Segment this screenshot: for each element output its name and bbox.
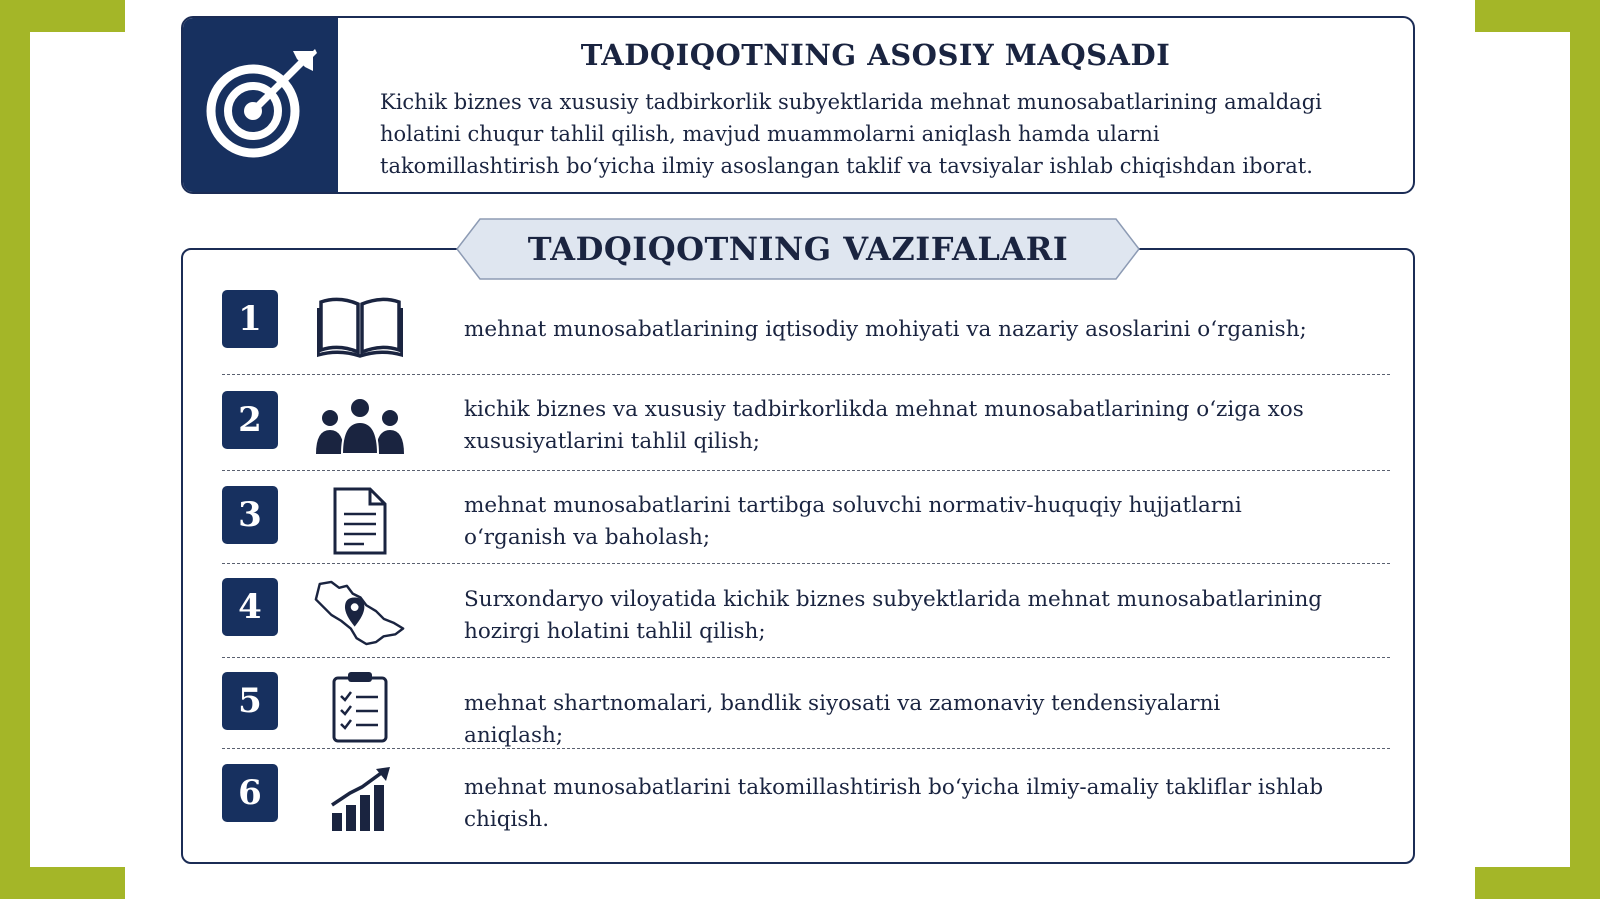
task-text: mehnat munosabatlarini tartibga soluvchi normativ-huquqiy hujjatlarni o‘rganish va baholash; bbox=[464, 493, 1242, 550]
task-number-badge: 2 bbox=[222, 391, 278, 449]
tasks-title: TADQIQOTNING VAZIFALARI bbox=[527, 230, 1069, 268]
divider bbox=[222, 657, 1390, 658]
frame-corner bbox=[0, 867, 125, 899]
divider bbox=[222, 374, 1390, 375]
document-icon bbox=[312, 480, 407, 562]
divider bbox=[222, 748, 1390, 749]
task-item bbox=[222, 666, 1390, 750]
task-item bbox=[222, 385, 1390, 469]
task-item bbox=[222, 574, 1390, 658]
task-text: kichik biznes va xususiy tadbirkorlikda mehnat munosabatlarining o‘ziga xos xususiyatlarini tahlil qilish; bbox=[464, 397, 1304, 454]
divider bbox=[222, 470, 1390, 471]
task-number-badge: 1 bbox=[222, 290, 278, 348]
growth-chart-icon bbox=[312, 758, 407, 840]
divider bbox=[222, 563, 1390, 564]
tasks-banner bbox=[456, 218, 1140, 280]
task-number-badge: 6 bbox=[222, 764, 278, 822]
task-text: mehnat munosabatlarini takomillashtirish bo‘yicha ilmiy-amaliy takliflar ishlab chiqish. bbox=[464, 775, 1324, 832]
goal-card bbox=[181, 16, 1415, 194]
book-icon bbox=[312, 284, 407, 366]
frame-left-bar bbox=[0, 32, 30, 867]
checklist-icon bbox=[312, 666, 407, 748]
frame-corner bbox=[1475, 867, 1600, 899]
frame-right-bar bbox=[1570, 32, 1600, 867]
task-text: Surxondaryo viloyatida kichik biznes subyektlarida mehnat munosabatlarining hozirgi holatini tahlil qilish; bbox=[464, 587, 1323, 644]
task-number-badge: 4 bbox=[222, 578, 278, 636]
goal-title: TADQIQOTNING ASOSIY MAQSADI bbox=[580, 38, 1171, 72]
task-number-badge: 3 bbox=[222, 486, 278, 544]
map-pin-icon bbox=[312, 572, 407, 654]
frame-corner bbox=[0, 0, 125, 32]
task-text: mehnat shartnomalari, bandlik siyosati va zamonaviy tendensiyalarni aniqlash; bbox=[464, 691, 1221, 748]
task-item bbox=[222, 288, 1390, 368]
task-item bbox=[222, 480, 1390, 564]
task-text: mehnat munosabatlarining iqtisodiy mohiyati va nazariy asoslarini o‘rganish; bbox=[464, 317, 1307, 342]
frame-corner bbox=[1475, 0, 1600, 32]
goal-icon-panel bbox=[183, 18, 338, 192]
task-number-badge: 5 bbox=[222, 672, 278, 730]
task-item bbox=[222, 760, 1390, 844]
target-icon bbox=[201, 45, 321, 165]
goal-description: Kichik biznes va xususiy tadbirkorlik subyektlarida mehnat munosabatlarining amaldagi holatini chuqur tahlil qilish, mavjud muammolarni aniqlash hamda ularni takomillashtirish bo‘yicha ilmiy asoslangan taklif va tavsiyalar ishlab chiqishdan iborat. bbox=[380, 90, 1322, 178]
people-icon bbox=[312, 385, 407, 467]
